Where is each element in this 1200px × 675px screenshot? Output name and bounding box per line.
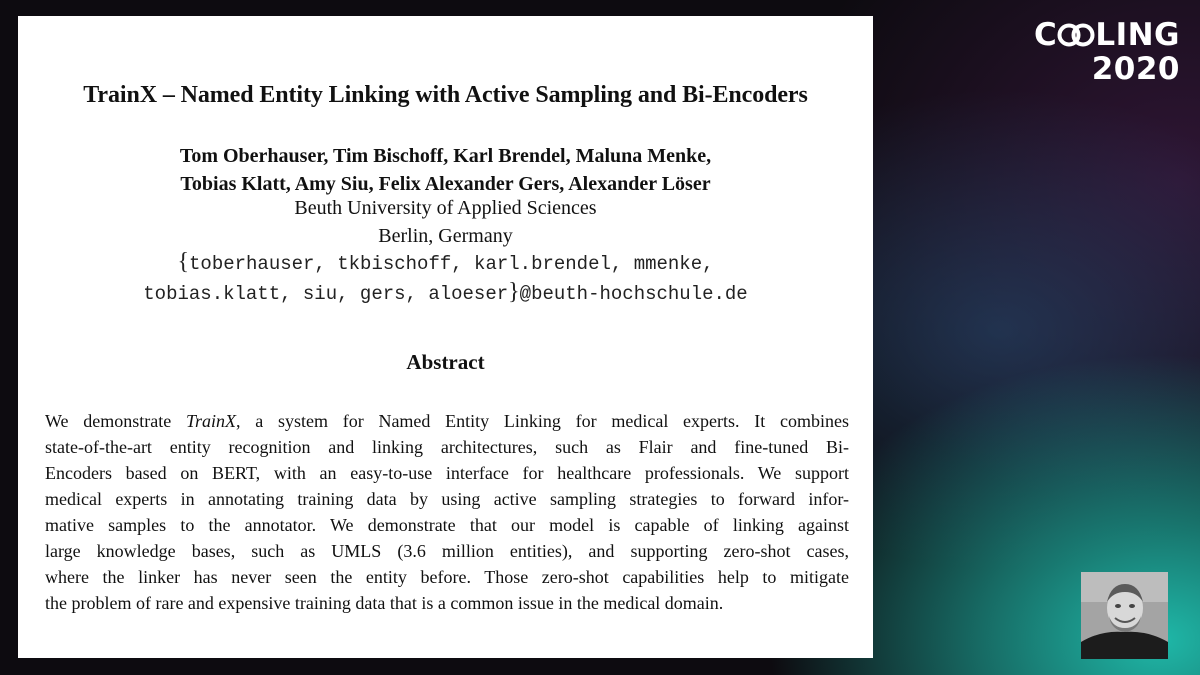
authors-line-2: Tobias Klatt, Amy Siu, Felix Alexander Gers, Alexander Löser	[180, 173, 711, 195]
affiliation: Beuth University of Applied Sciences	[294, 197, 597, 219]
abstract-line-1-rest: , a system for Named Entity Linking for medical experts. It combines	[236, 411, 849, 431]
location: Berlin, Germany	[378, 225, 513, 247]
emails-line-1	[18, 248, 873, 278]
emails-line-2	[18, 278, 873, 308]
abstract-line: state-of-the-art entity recognition and linking architectures, such as Flair and fine-tuned Bi-	[45, 437, 849, 457]
logo-prefix: C	[1034, 17, 1058, 53]
abstract-line: where the linker has never seen the entity before. Those zero-shot capabilities help to mitigate	[45, 567, 849, 587]
abstract-line	[45, 408, 849, 434]
emails-line-1-text: toberhauser, tkbischoff, karl.brendel, mmenke,	[189, 253, 714, 275]
presenter-avatar-icon	[1081, 572, 1168, 659]
email-close-brace: }	[508, 279, 520, 305]
abstract-line: medical experts in annotating training data by using active sampling strategies to forward infor-	[45, 489, 849, 509]
logo-year: 2020	[1091, 51, 1180, 87]
coling-logo	[1034, 18, 1180, 86]
author-list	[18, 142, 873, 198]
authors-line-1: Tom Oberhauser, Tim Bischoff, Karl Brendel, Maluna Menke,	[179, 145, 712, 167]
system-name: TrainX	[185, 411, 237, 431]
affiliation-block	[18, 194, 873, 250]
logo-suffix: LING	[1095, 17, 1180, 53]
abstract-pre: We demonstrate	[45, 411, 186, 431]
email-domain: @beuth-hochschule.de	[519, 283, 748, 305]
abstract-line: the problem of rare and expensive training data that is a common issue in the medical domain.	[45, 593, 724, 613]
abstract-body	[45, 408, 849, 616]
paper-slide	[18, 16, 873, 658]
infinity-o-icon	[1057, 22, 1095, 48]
email-block	[18, 248, 873, 308]
emails-line-2-text: tobias.klatt, siu, gers, aloeser	[143, 283, 509, 305]
logo-wordmark	[1034, 18, 1180, 52]
abstract-line: Encoders based on BERT, with an easy-to-use interface for healthcare professionals. We support	[45, 463, 849, 483]
abstract-heading: Abstract	[406, 350, 485, 374]
abstract-line: large knowledge bases, such as UMLS (3.6 million entities), and supporting zero-shot cases,	[45, 541, 849, 561]
presenter-webcam	[1081, 572, 1168, 659]
paper-title: TrainX – Named Entity Linking with Active Sampling and Bi-Encoders	[83, 82, 808, 108]
abstract-line: mative samples to the annotator. We demonstrate that our model is capable of linking against	[45, 515, 849, 535]
email-open-brace: {	[177, 249, 190, 275]
